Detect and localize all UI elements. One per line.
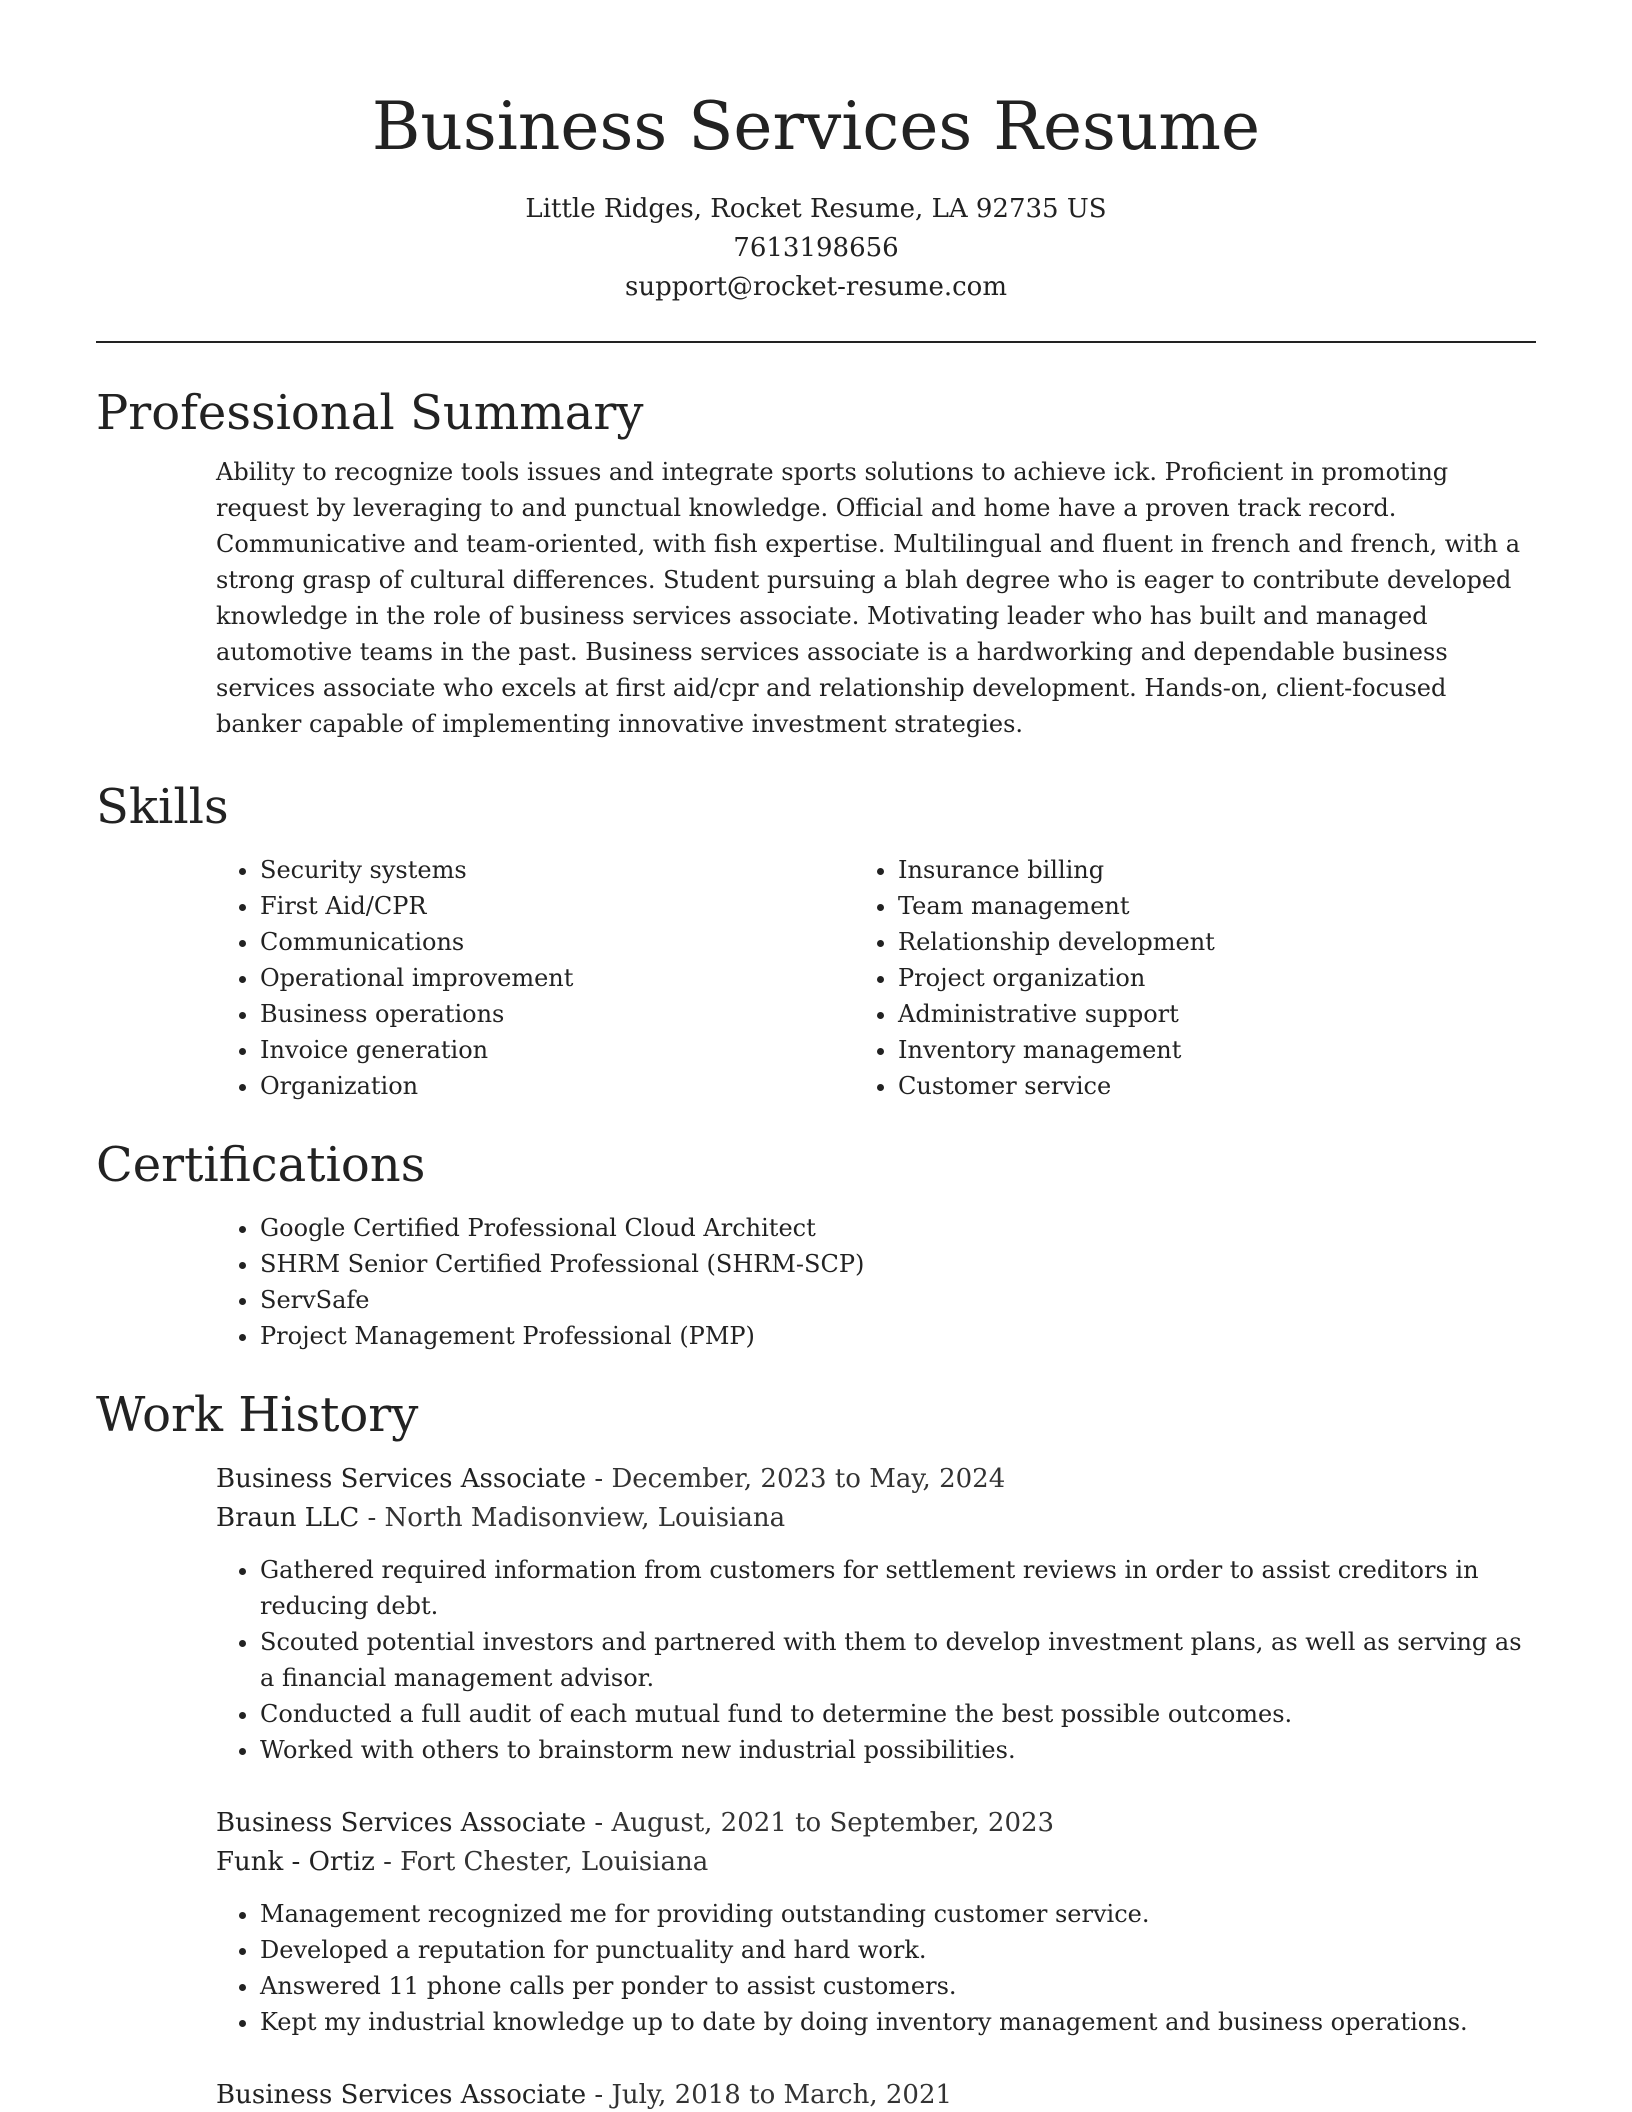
job-dates: July, 2018 to March, 2021 [611,2080,953,2110]
job-title: Business Services Associate [216,1464,587,1494]
summary-section [96,380,1536,742]
contact-address: Little Ridges, Rocket Resume, LA 92735 US [525,194,1107,224]
certification-item: • SHRM Senior Certified Professional (SHRM-SCP) [260,1246,1536,1282]
job-title-line [216,1804,1536,1843]
summary-text: Ability to recognize tools issues and integrate sports solutions to achieve ick. Proficient in promoting request by leveraging to and punctual knowledge. Official and home have a proven track record. Communicative and team-oriented, with fish expertise. Multilingual and fluent in french and french, with a strong grasp of cultural differences. Student pursuing a blah degree who is eager to contribute developed knowledge in the role of business services associate. Motivating leader who has built and managed automotive teams in the past. Business services associate is a hardworking and dependable business services associate who excels at first aid/cpr and relationship development. Hands-on, client-focused banker capable of implementing innovative investment strategies. [216,458,1521,738]
certifications-heading: Certifications [96,1137,426,1193]
skill-item: • Customer service [898,1068,1536,1104]
job-location: Fort Chester, Louisiana [400,1847,709,1877]
job-title: Business Services Associate [216,1808,587,1838]
skill-item: • Insurance billing [898,852,1536,888]
job-entry [216,2076,1536,2112]
job-company: Braun LLC [216,1503,360,1533]
resume-header [96,82,1536,307]
job-separator: - [586,1808,612,1838]
work-history-heading: Work History [96,1387,419,1443]
skill-item: • Relationship development [898,924,1536,960]
skills-list-right [898,852,1536,1104]
job-duties-list [216,1896,1536,2040]
job-company: Funk - Ortiz [216,1847,375,1877]
job-location: North Madisonview, Louisiana [384,1503,786,1533]
job-duty: • Developed a reputation for punctuality and hard work. [260,1932,1536,1968]
skill-item: • Project organization [898,960,1536,996]
skills-list-left [96,852,898,1104]
certification-item: • Project Management Professional (PMP) [260,1318,1536,1354]
job-duty: • Conducted a full audit of each mutual fund to determine the best possible outcomes. [260,1696,1536,1732]
job-company-line [216,1499,1536,1538]
skills-columns [96,852,1536,1104]
contact-block [96,190,1536,307]
resume-title: Business Services Resume [371,88,1261,165]
skills-section [96,774,1536,1104]
skills-heading: Skills [96,779,229,835]
header-divider [96,341,1536,343]
job-company-line [216,1843,1536,1882]
job-separator: - [374,1847,401,1877]
job-dates: August, 2021 to September, 2023 [611,1808,1055,1838]
job-separator: - [359,1503,385,1533]
work-history-section [96,1382,1536,2112]
certifications-section [96,1132,1536,1354]
certification-item: • ServSafe [260,1282,1536,1318]
job-duty: • Answered 11 phone calls per ponder to assist customers. [260,1968,1536,2004]
skill-item: • Communications [260,924,898,960]
skill-item: • Team management [898,888,1536,924]
job-duty: • Scouted potential investors and partnered with them to develop investment plans, as well as serving as a financial management advisor. [260,1624,1536,1696]
job-entry [216,1460,1536,1768]
skill-item: • First Aid/CPR [260,888,898,924]
job-duty: • Worked with others to brainstorm new industrial possibilities. [260,1732,1536,1768]
job-dates: December, 2023 to May, 2024 [611,1464,1006,1494]
job-duties-list [216,1552,1536,1768]
job-title-line [216,2076,1536,2112]
skill-item: • Administrative support [898,996,1536,1032]
contact-phone: 7613198656 [733,233,899,263]
summary-heading: Professional Summary [96,385,644,441]
job-duty: • Gathered required information from customers for settlement reviews in order to assist creditors in reducing debt. [260,1552,1536,1624]
skill-item: • Security systems [260,852,898,888]
job-title-line [216,1460,1536,1499]
job-title: Business Services Associate [216,2080,587,2110]
job-duty: • Kept my industrial knowledge up to date by doing inventory management and business operations. [260,2004,1536,2040]
job-separator: - [586,1464,612,1494]
skill-item: • Operational improvement [260,960,898,996]
contact-email: support@rocket-resume.com [624,272,1007,302]
job-duty: • Management recognized me for providing outstanding customer service. [260,1896,1536,1932]
job-separator: - [586,2080,612,2110]
skill-item: • Inventory management [898,1032,1536,1068]
skill-item: • Organization [260,1068,898,1104]
job-entry [216,1804,1536,2040]
certification-item: • Google Certified Professional Cloud Architect [260,1210,1536,1246]
skill-item: • Invoice generation [260,1032,898,1068]
certifications-list [96,1210,1536,1354]
skill-item: • Business operations [260,996,898,1032]
